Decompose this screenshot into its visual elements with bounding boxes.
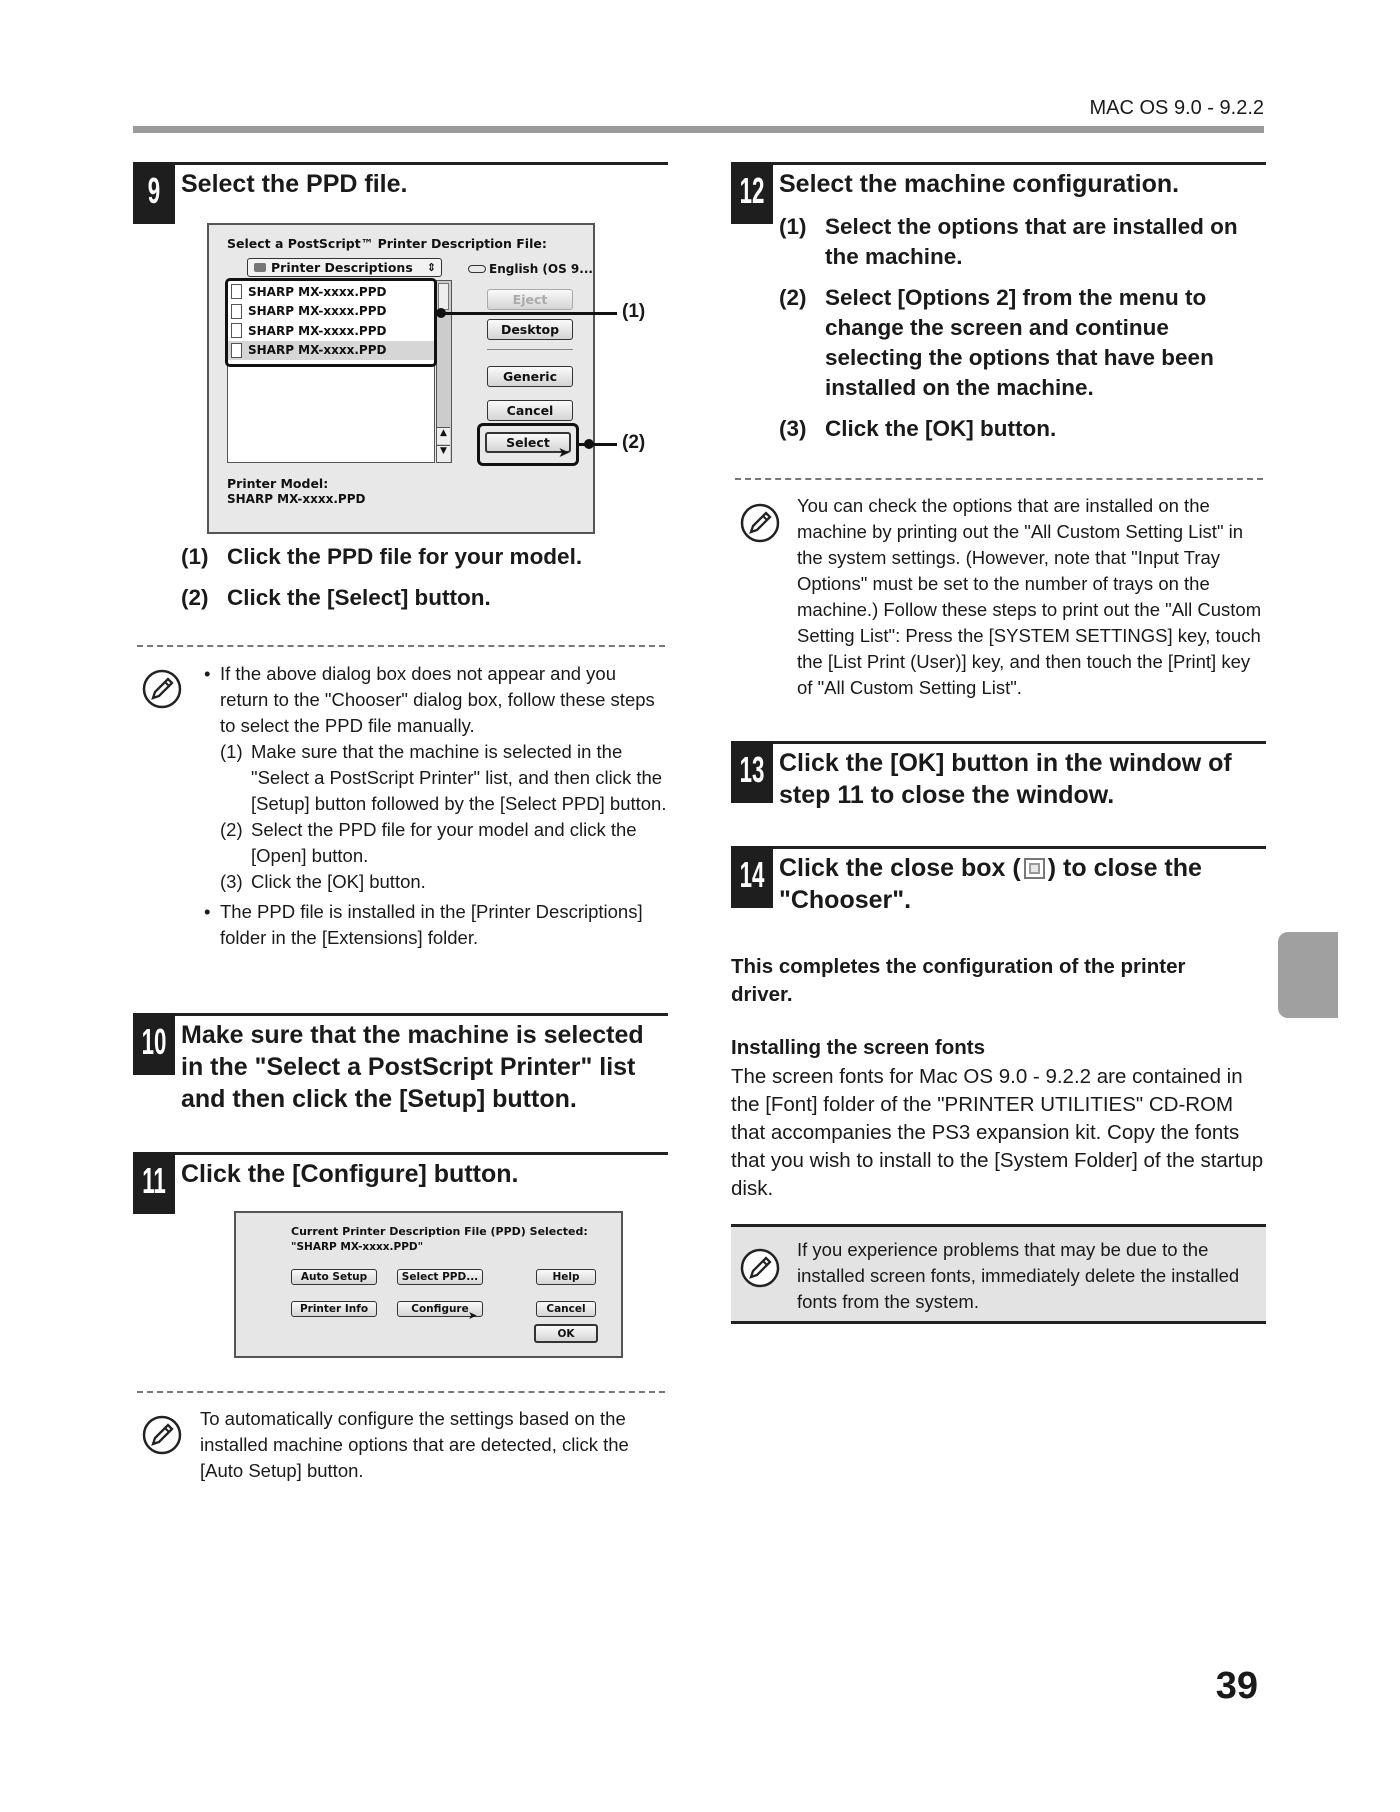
popup-arrows-icon: ⇕ [426, 261, 436, 274]
file-list-item[interactable]: SHARP MX-xxxx.PPD [228, 302, 434, 322]
step11-rule [133, 1152, 668, 1155]
scroll-down-icon[interactable]: ▼ [437, 445, 450, 462]
step12-substep2: (2) Select [Options 2] from the menu to change the screen and continue selecting the options that have been installed on the machine. [779, 285, 1214, 400]
step12-note-divider [735, 478, 1263, 480]
configure-button[interactable]: Configure [397, 1301, 483, 1317]
generic-button[interactable]: Generic [487, 366, 573, 387]
language-disk-label [468, 262, 593, 276]
step9-note-divider [137, 645, 665, 647]
list-callout-frame [225, 278, 437, 367]
step12-number: 12 [731, 162, 773, 224]
disk-icon [468, 265, 486, 273]
mouse-pointer-icon: ➤ [558, 445, 570, 461]
printer-model-label: Printer Model: [227, 476, 329, 491]
select-button[interactable]: Select [485, 432, 571, 453]
configure-dialog [234, 1211, 623, 1358]
step11-number: 11 [133, 1152, 175, 1214]
printer-model-value: SHARP MX-xxxx.PPD [227, 492, 366, 506]
step14-number: 14 [731, 846, 773, 908]
cancel-button[interactable]: Cancel [536, 1301, 596, 1317]
step12-note: You can check the options that are installed on the machine by printing out the "All Custom Setting List" in the system settings. (However, note that "Input Tray Options" must be set to the number of trays on the machine.) Follow these steps to print out the "All Custom Setting List": Press the [SYSTEM SETTINGS] key, touch the [List Print (User)] key, and then touch the [Print] key of "All Custom Setting List". [797, 495, 1262, 698]
step14-rule [731, 846, 1266, 849]
step12-substep3: (3) Click the [OK] button. [779, 416, 1057, 441]
step12-substep1: (1) Select the options that are installed on the machine. [779, 214, 1238, 269]
step10-number: 10 [133, 1013, 175, 1075]
select-ppd-button[interactable]: Select PPD... [397, 1269, 483, 1285]
step10-rule [133, 1013, 668, 1016]
step9-substep2: (2) Click the [Select] button. [181, 585, 491, 610]
folder-popup-label: Printer Descriptions [271, 260, 413, 275]
page-number: 39 [1215, 1665, 1258, 1707]
note-pencil-icon [141, 1414, 183, 1456]
step9-rule [133, 162, 668, 165]
step12-rule [731, 162, 1266, 165]
step11-title: Click the [Configure] button. [181, 1160, 519, 1188]
ppd-select-dialog [207, 223, 595, 534]
callout2-label: (2) [622, 432, 646, 453]
callout2-dot [584, 439, 594, 449]
note-pencil-icon [739, 1247, 781, 1289]
step9-substep1: (1) Click the PPD file for your model. [181, 544, 583, 569]
step11-note: To automatically configure the settings based on the installed machine options that are detected, click the [Auto Setup] button. [200, 1408, 629, 1481]
button-divider [487, 349, 573, 350]
note-pencil-icon [739, 502, 781, 544]
fonts-body: The screen fonts for Mac OS 9.0 - 9.2.2 are contained in the [Font] folder of the "PRINTER UTILITIES" CD-ROM that accompanies the PS3 expansion kit. Copy the fonts that you wish to install to the [System Folder] of the startup disk. [731, 1065, 1264, 1200]
desktop-button[interactable]: Desktop [487, 319, 573, 340]
help-button[interactable]: Help [536, 1269, 596, 1285]
language-label: English (OS 9... [489, 262, 593, 276]
step13-title: Click the [OK] button in the window of step 11 to close the window. [779, 749, 1232, 809]
folder-popup[interactable] [247, 258, 442, 277]
callout1-label: (1) [622, 301, 646, 322]
step11-note-divider [137, 1391, 665, 1393]
scroll-thumb[interactable] [438, 283, 449, 310]
fonts-note: If you experience problems that may be due to the installed screen fonts, immediately delete the installed fonts from the system. [797, 1239, 1240, 1312]
cancel-button[interactable]: Cancel [487, 400, 573, 421]
step14-title: Click the close box ( ) to close the "Chooser". [779, 854, 1202, 914]
step13-number: 13 [731, 741, 773, 803]
mouse-pointer-icon: ➤ [468, 1309, 478, 1322]
note-bullet: • If the above dialog box does not appear and you return to the "Chooser" dialog box, follow these steps to select the PPD file manually. [204, 663, 655, 736]
step9-note [204, 661, 668, 951]
step10-title: Make sure that the machine is selected in the "Select a PostScript Printer" list and then click the [Setup] button. [181, 1021, 644, 1113]
callout1-leader [440, 312, 617, 315]
step9-number: 9 [133, 162, 175, 224]
dialog-ppd-name: "SHARP MX-xxxx.PPD" [291, 1241, 424, 1253]
note-pencil-icon [141, 668, 183, 710]
printer-info-button[interactable]: Printer Info [291, 1301, 377, 1317]
note-item: (1) Make sure that the machine is selected in the "Select a PostScript Printer" list, and then click the [Setup] button followed by the [Select PPD] button. [220, 741, 667, 814]
step9-title: Select the PPD file. [181, 170, 408, 198]
dialog-heading: Select a PostScript™ Printer Description File: [227, 236, 547, 251]
folder-icon [254, 263, 266, 272]
scroll-up-icon[interactable]: ▲ [437, 427, 450, 444]
step12-title: Select the machine configuration. [779, 170, 1180, 198]
file-list-item-selected[interactable]: SHARP MX-xxxx.PPD [228, 341, 434, 361]
eject-button[interactable]: Eject [487, 289, 573, 310]
note-bullet: • The PPD file is installed in the [Printer Descriptions] folder in the [Extensions] folder. [204, 901, 643, 948]
completion-text: This completes the configuration of the printer driver. [731, 955, 1186, 1006]
note-item: (3) Click the [OK] button. [220, 871, 426, 892]
chapter-side-tab [1278, 932, 1338, 1018]
step13-rule [731, 741, 1266, 744]
callout1-dot [436, 308, 446, 318]
dialog-ppd-caption: Current Printer Description File (PPD) Selected: [291, 1225, 588, 1238]
file-list-item[interactable]: SHARP MX-xxxx.PPD [228, 282, 434, 302]
fonts-heading: Installing the screen fonts [731, 1036, 986, 1059]
note-item: (2) Select the PPD file for your model and click the [Open] button. [220, 819, 637, 866]
file-list-item[interactable]: SHARP MX-xxxx.PPD [228, 321, 434, 341]
header-rule [133, 126, 1264, 133]
header-section-label: MAC OS 9.0 - 9.2.2 [1089, 97, 1264, 119]
auto-setup-button[interactable]: Auto Setup [291, 1269, 377, 1285]
ok-button[interactable]: OK [534, 1324, 598, 1343]
close-box-icon [1024, 858, 1045, 879]
fonts-note-box [731, 1224, 1266, 1324]
